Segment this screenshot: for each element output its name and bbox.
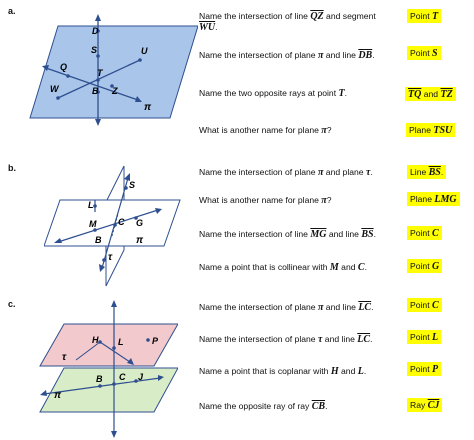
question-c2: Name the intersection of plane τ and line $\overline{LC}$. (199, 334, 373, 345)
label-u: U (141, 46, 148, 56)
label-l: L (118, 337, 124, 347)
label-t: T (97, 68, 103, 78)
answer-a2: Point S (407, 46, 441, 60)
answer-b4: Point G (407, 259, 442, 273)
label-m: M (89, 219, 97, 229)
label-h: H (92, 335, 99, 345)
figure-a (28, 14, 198, 132)
label-b: B (92, 86, 99, 96)
question-c4: Name the opposite ray of ray $\overline{CB}$. (199, 401, 328, 412)
question-b1: Name the intersection of plane π and plane τ. (199, 167, 373, 178)
answer-c3: Point P (407, 362, 441, 376)
question-b2: What is another name for plane π? (199, 195, 332, 206)
label-s: S (91, 45, 98, 55)
label-z: Z (112, 86, 118, 96)
label-pi: π (136, 235, 144, 246)
section-c-label: c. (8, 299, 16, 309)
label-b: B (96, 374, 103, 384)
answer-b2: Plane LMG (407, 192, 460, 206)
section-b-label: b. (8, 163, 16, 173)
figure-c (34, 298, 178, 438)
label-l: L (88, 200, 94, 210)
question-a1: Name the intersection of line $\overline{QZ}$ and segment $\overline{WU}$. (199, 11, 376, 33)
answer-c1: Point C (407, 298, 442, 312)
question-b4: Name a point that is collinear with M and C. (199, 262, 367, 273)
answer-a3: $\overline{TQ}$ and $\overline{TZ}$ (405, 87, 456, 101)
label-g: G (136, 218, 144, 228)
question-a3: Name the two opposite rays at point T. (199, 88, 347, 99)
label-b: B (95, 235, 102, 245)
answer-a1: Point T (407, 9, 441, 23)
answer-a4: Plane TSU (406, 123, 455, 137)
label-s: S (129, 180, 136, 190)
question-b3: Name the intersection of line $\overline{MG}$ and line $\overline{BS}$. (199, 229, 376, 240)
answer-b1: Line $\overline{BS}$. (407, 165, 446, 179)
label-pi: π (54, 390, 62, 401)
answer-c2: Point L (407, 330, 441, 344)
answer-b3: Point C (407, 226, 442, 240)
question-c1: Name the intersection of plane π and line $\overline{LC}$. (199, 302, 374, 313)
question-a2: Name the intersection of plane π and line $\overline{DB}$. (199, 50, 375, 61)
figure-b (44, 164, 182, 288)
question-a4: What is another name for plane π? (199, 125, 332, 136)
label-d: D (92, 26, 99, 36)
label-c: C (119, 372, 126, 382)
label-pi: π (144, 102, 152, 113)
question-c3: Name a point that is coplanar with H and L. (199, 366, 367, 377)
label-tau: τ (108, 252, 113, 263)
label-w: W (50, 84, 59, 94)
label-c: C (118, 217, 125, 227)
plane-pi (44, 200, 180, 246)
answer-c4: Ray $\overline{CJ}$ (407, 398, 442, 412)
section-a-label: a. (8, 6, 16, 16)
label-tau: τ (62, 352, 67, 363)
label-j: J (138, 372, 144, 382)
label-q: Q (60, 62, 68, 72)
label-p: P (152, 336, 159, 346)
